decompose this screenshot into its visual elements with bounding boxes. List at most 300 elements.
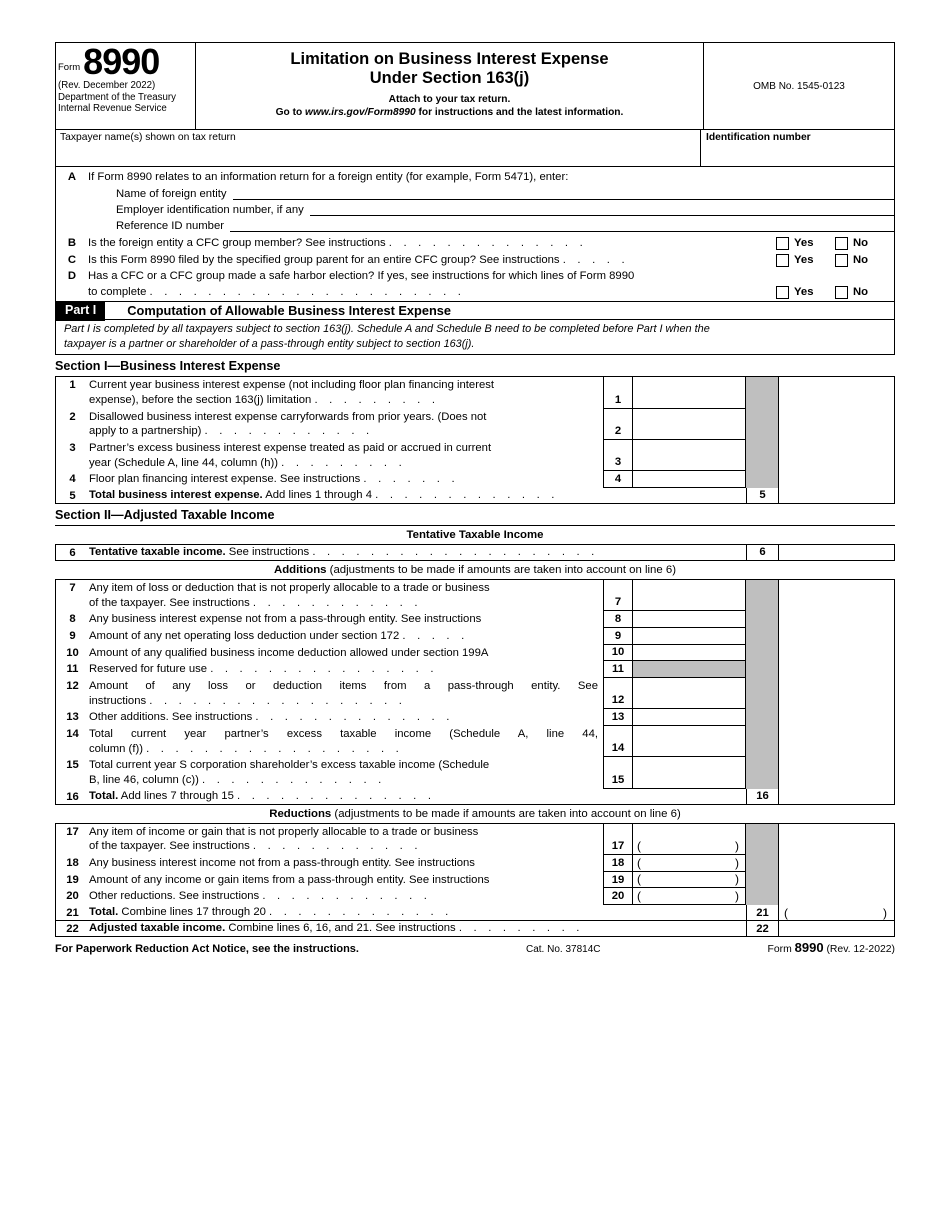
line-9-text [89, 628, 603, 645]
line-12-gray-spacer [746, 678, 779, 709]
line-16-box-number: 16 [746, 789, 779, 804]
footer-form-prefix: Form [767, 944, 795, 956]
line-12-dots: . . . . . . . . . . . . . . . . . . [149, 694, 407, 707]
question-c-yes[interactable] [776, 253, 835, 267]
line-19-right-spacer [779, 872, 894, 889]
section-1-table [55, 377, 895, 504]
line-5-dots: . . . . . . . . . . . . . [375, 488, 559, 501]
line-2-dots: . . . . . . . . . . . . [204, 425, 374, 438]
question-c [56, 251, 894, 267]
line-15-text [89, 757, 603, 788]
line-15-text-line-1: Total current year S corporation shareholder’s excess taxable income (Schedule [89, 759, 490, 772]
line-20-row [56, 888, 894, 905]
reference-id-input[interactable] [230, 217, 894, 232]
line-5-value[interactable] [779, 488, 894, 503]
line-7-row [56, 580, 894, 611]
line-14-text-line-2 [89, 742, 598, 757]
line-19-gray-spacer [746, 872, 779, 889]
question-c-text [88, 253, 776, 267]
foreign-entity-name-field[interactable] [56, 185, 894, 200]
line-18-value[interactable] [633, 855, 746, 872]
part-1-label: Part I [56, 301, 105, 321]
question-b-dots: . . . . . . . . . . . . . . [388, 237, 587, 250]
question-c-dots: . . . . . [562, 253, 629, 266]
form-word-label: Form [58, 62, 81, 74]
line-17-row [56, 824, 894, 855]
line-16-row [56, 789, 894, 805]
line-14-number: 14 [66, 728, 79, 741]
line-22-label-rest: Combine lines 6, 16, and 21. See instructions [225, 922, 456, 935]
line-9-dots: . . . . . [402, 629, 469, 642]
line-14-dots: . . . . . . . . . . . . . . . . . . [146, 742, 403, 755]
line-3-text-line-2-label: year (Schedule A, line 44, column (h)) [89, 456, 279, 469]
line-9-value[interactable] [633, 628, 746, 645]
line-3-text [89, 440, 603, 471]
form-title-line-1: Limitation on Business Interest Expense [290, 50, 609, 68]
line-10-label: Amount of any qualified business income deduction allowed under section 199A [89, 646, 489, 659]
line-22-value[interactable] [779, 921, 894, 936]
line-16-dots: . . . . . . . . . . . . . . [237, 789, 436, 802]
header-title-block [196, 43, 704, 129]
line-11-dots: . . . . . . . . . . . . . . . . [210, 663, 438, 676]
line-15-text-line-2-label: B, line 46, column (c)) [89, 774, 199, 787]
line-6-value[interactable] [779, 545, 894, 560]
line-14-text-line-1: Total current year partner’s excess taxable income (Schedule A, line 44, [89, 728, 598, 741]
line-7-dots: . . . . . . . . . . . . [252, 596, 422, 609]
line-11-right-spacer [779, 661, 894, 678]
line-2-gray-spacer [746, 409, 779, 440]
question-c-answers [776, 253, 894, 267]
line-19-row [56, 872, 894, 889]
line-8-gray-spacer [746, 611, 779, 628]
line-6-text [89, 545, 746, 560]
question-c-letter: C [67, 253, 77, 266]
line-12-text-line-2 [89, 694, 598, 709]
line-17-box-number: 17 [603, 824, 633, 855]
reductions-table [55, 824, 895, 936]
question-d-yes-label: Yes [794, 285, 814, 298]
line-4-value[interactable] [633, 471, 746, 488]
line-13-value[interactable] [633, 709, 746, 726]
line-14-gray-spacer [746, 726, 779, 757]
form-revision: (Rev. December 2022) [58, 80, 156, 92]
line-5-box-number: 5 [746, 488, 779, 503]
line-22-dots: . . . . . . . . . [458, 922, 584, 935]
line-17-dots: . . . . . . . . . . . . [252, 840, 422, 853]
line-9-box-number: 9 [603, 628, 633, 645]
part-1-title: Computation of Allowable Business Interest Expense [127, 303, 452, 319]
line-16-number: 16 [66, 790, 79, 803]
line-10-gray-spacer [746, 645, 779, 662]
line-11-label: Reserved for future use [89, 663, 208, 676]
line-18-label: Any business interest income not from a pass-through entity. See instructions [89, 857, 475, 870]
line-21-dots: . . . . . . . . . . . . . [269, 906, 453, 919]
part-1-note-line-1: Part I is completed by all taxpayers subject to section 163(j). Schedule A and Schedule B need to be completed before Part I when the [64, 323, 710, 336]
line-1-text-line-2-label: expense), before the section 163(j) limitation [89, 393, 312, 406]
line-14-text-line-2-label: column (f)) [89, 742, 143, 755]
header-form-identity [56, 43, 196, 129]
line-16-text [89, 789, 746, 804]
line-13-label: Other additions. See instructions [89, 711, 253, 724]
line-17-text-line-1: Any item of income or gain that is not properly allocable to a trade or business [89, 825, 479, 838]
line-16-value[interactable] [779, 789, 894, 804]
line-1-box-number: 1 [603, 377, 633, 408]
question-b-letter: B [67, 237, 77, 250]
line-1-value[interactable] [633, 377, 746, 408]
question-c-no[interactable] [835, 253, 894, 267]
line-8-box-number: 8 [603, 611, 633, 628]
line-22-text [89, 921, 746, 936]
line-8-right-spacer [779, 611, 894, 628]
part-1-note [55, 320, 895, 355]
line-13-box-number: 13 [603, 709, 633, 726]
question-c-no-label: No [853, 253, 869, 266]
question-b-answers [776, 236, 894, 250]
question-b-no[interactable] [835, 236, 894, 250]
line-10-number: 10 [66, 646, 79, 659]
line-16-label-rest: Add lines 7 through 15 [118, 789, 234, 802]
line-18-row [56, 855, 894, 872]
taxpayer-row [55, 129, 895, 167]
form-title-line-2: Under Section 163(j) [369, 69, 530, 88]
question-a-letter: A [67, 171, 77, 183]
line-2-box-number: 2 [603, 409, 633, 440]
line-1-gray-spacer [746, 377, 779, 408]
line-7-gray-spacer [746, 580, 779, 611]
part-1-bar [55, 301, 895, 320]
line-11-value-reserved [633, 661, 746, 678]
foreign-entity-ein-label: Employer identification number, if any [116, 204, 304, 217]
line-7-number: 7 [69, 581, 76, 594]
question-b-label: Is the foreign entity a CFC group member? See instructions [88, 237, 386, 250]
line-5-number: 5 [69, 489, 76, 502]
line-14-row [56, 726, 894, 757]
question-d-answers [776, 285, 894, 299]
line-21-box-number: 21 [746, 905, 779, 920]
checkbox-icon[interactable] [776, 237, 789, 250]
line-8-number: 8 [69, 613, 76, 626]
line-12-text [89, 678, 603, 709]
line-20-dots: . . . . . . . . . . . . [262, 890, 432, 903]
taxpayer-name-cell[interactable] [56, 130, 701, 166]
line-5-label-bold: Total business interest expense. [89, 488, 263, 501]
line-4-number: 4 [69, 473, 76, 486]
footer-form-number: 8990 [794, 940, 824, 956]
line-6-number: 6 [69, 546, 76, 559]
additions-header [55, 561, 895, 580]
question-d-text-line-1: Has a CFC or a CFC group made a safe harbor election? If yes, see instructions for which lines of Form 8990 [88, 270, 635, 283]
line-15-right-spacer [779, 757, 894, 788]
line-6-label-bold: Tentative taxable income. [89, 545, 226, 558]
line-18-box-number: 18 [603, 855, 633, 872]
footer-form-suffix: (Rev. 12-2022) [823, 944, 895, 956]
tentative-taxable-income-header [55, 526, 895, 545]
line-4-label: Floor plan financing interest expense. See instructions [89, 473, 361, 486]
checkbox-icon[interactable] [776, 286, 789, 299]
department-line-1: Department of the Treasury [58, 92, 176, 104]
section-2-heading: Section II—Adjusted Taxable Income [55, 504, 895, 526]
line-5-text [89, 488, 746, 503]
line-8-value[interactable] [633, 611, 746, 628]
question-d-dots: . . . . . . . . . . . . . . . . . . . . . . [149, 285, 466, 298]
line-3-box-number: 3 [603, 440, 633, 471]
question-d-no-label: No [853, 285, 869, 298]
line-11-number: 11 [66, 663, 79, 676]
line-13-gray-spacer [746, 709, 779, 726]
line-21-value[interactable] [779, 905, 894, 920]
line-2-value[interactable] [633, 409, 746, 440]
line-8-text [89, 611, 603, 628]
footer-form-identity [768, 940, 895, 955]
line-21-label-bold: Total. [89, 906, 119, 919]
line-12-value[interactable] [633, 678, 746, 709]
line-15-text-line-2 [89, 773, 598, 788]
line-20-number: 20 [66, 890, 79, 903]
question-c-label: Is this Form 8990 filed by the specified group parent for an entire CFC group? See instructions [88, 253, 560, 266]
goto-prefix: Go to [275, 106, 306, 118]
line-4-row [56, 471, 894, 488]
department-line-2: Internal Revenue Service [58, 103, 167, 115]
line-15-dots: . . . . . . . . . . . . . [202, 774, 386, 787]
line-18-text [89, 855, 603, 872]
checkbox-icon[interactable] [835, 237, 848, 250]
part-1-note-line-2: taxpayer is a partner or shareholder of a pass-through entity subject to section 163(j). [64, 337, 475, 350]
question-d-continuation [88, 285, 776, 299]
line-17-gray-spacer [746, 824, 779, 855]
additions-header-bold: Additions [273, 563, 327, 576]
line-19-box-number: 19 [603, 872, 633, 889]
question-a [56, 167, 894, 184]
line-17-text [89, 824, 603, 855]
line-22-number: 22 [66, 923, 79, 936]
line-11-row [56, 661, 894, 678]
line-4-box-number: 4 [603, 471, 633, 488]
line-9-gray-spacer [746, 628, 779, 645]
line-13-text [89, 709, 603, 726]
line-2-number: 2 [69, 410, 76, 423]
line-1-number: 1 [69, 379, 76, 392]
line-1-right-spacer [779, 377, 894, 408]
line-12-text-line-2-label: instructions [89, 694, 147, 707]
line-3-text-line-1: Partner’s excess business interest expense treated as paid or accrued in current [89, 441, 492, 454]
line-11-gray-spacer [746, 661, 779, 678]
form-footer [55, 936, 895, 955]
line-17-right-spacer [779, 824, 894, 855]
line-5-row [56, 488, 894, 504]
line-1-dots: . . . . . . . . . [314, 393, 440, 406]
line-3-number: 3 [69, 441, 76, 454]
line-5-label-rest: Add lines 1 through 4 [262, 488, 372, 501]
line-1-row [56, 377, 894, 408]
question-b-yes-label: Yes [794, 237, 814, 250]
line-6-label-rest: See instructions [225, 545, 310, 558]
question-d-line-2 [56, 284, 894, 301]
line-3-row [56, 440, 894, 471]
question-a-text: If Form 8990 relates to an information return for a foreign entity (for example, Form 5471), enter: [88, 171, 569, 183]
line-19-label: Amount of any income or gain items from a pass-through entity. See instructions [89, 873, 490, 886]
line-13-dots: . . . . . . . . . . . . . . [255, 711, 454, 724]
line-20-box-number: 20 [603, 888, 633, 905]
line-9-label: Amount of any net operating loss deduction under section 172 [89, 629, 400, 642]
line-2-right-spacer [779, 409, 894, 440]
line-20-gray-spacer [746, 888, 779, 905]
line-17-text-line-2 [89, 839, 598, 854]
line-4-gray-spacer [746, 471, 779, 488]
foreign-entity-name-label: Name of foreign entity [116, 188, 227, 201]
line-13-row [56, 709, 894, 726]
line-9-row [56, 628, 894, 645]
line-12-right-spacer [779, 678, 894, 709]
form-header [55, 42, 895, 129]
reference-id-field[interactable] [56, 217, 894, 232]
line-21-label-rest: Combine lines 17 through 20 [118, 906, 266, 919]
line-15-row [56, 757, 894, 788]
question-d-label-2: to complete [88, 285, 147, 298]
taxpayer-name-label: Taxpayer name(s) shown on tax return [60, 132, 236, 143]
line-7-right-spacer [779, 580, 894, 611]
question-b-no-label: No [853, 237, 869, 250]
line-2-text-line-2 [89, 424, 598, 439]
line-3-dots: . . . . . . . . . [281, 456, 406, 469]
line-18-number: 18 [66, 857, 79, 870]
line-19-number: 19 [66, 873, 79, 886]
question-d [56, 267, 894, 283]
line-17-text-line-2-label: of the taxpayer. See instructions [89, 840, 250, 853]
goto-instruction [196, 107, 703, 118]
line-16-label-bold: Total. [89, 789, 119, 802]
line-3-value[interactable] [633, 440, 746, 471]
line-3-gray-spacer [746, 440, 779, 471]
line-12-row [56, 678, 894, 709]
line-4-dots: . . . . . . . [363, 473, 459, 486]
line-9-number: 9 [69, 629, 76, 642]
line-2-text-line-2-label: apply to a partnership) [89, 425, 202, 438]
line-12-number: 12 [66, 680, 79, 692]
line-19-text [89, 872, 603, 889]
line-20-value[interactable] [633, 888, 746, 905]
question-d-no[interactable] [835, 285, 894, 299]
line-7-text-line-1: Any item of loss or deduction that is not properly allocable to a trade or business [89, 581, 490, 594]
questions-block [55, 167, 895, 301]
line-7-text-line-2 [89, 596, 598, 611]
line-22-row [56, 921, 894, 936]
form-number-line [58, 41, 195, 82]
line-15-number: 15 [66, 759, 79, 772]
line-15-gray-spacer [746, 757, 779, 788]
line-20-text [89, 888, 603, 905]
line-10-box-number: 10 [603, 645, 633, 662]
line-14-value[interactable] [633, 726, 746, 757]
line-1-text [89, 377, 603, 408]
line-4-right-spacer [779, 471, 894, 488]
form-number: 8990 [83, 41, 160, 82]
line-7-text [89, 580, 603, 611]
line-11-box-number: 11 [603, 661, 633, 678]
line-22-label-bold: Adjusted taxable income. [89, 922, 226, 935]
line-13-right-spacer [779, 709, 894, 726]
question-c-yes-label: Yes [794, 253, 814, 266]
line-11-text [89, 661, 603, 678]
line-8-row [56, 611, 894, 628]
reductions-header [55, 805, 895, 824]
question-d-yes[interactable] [776, 285, 835, 299]
line-10-text [89, 645, 603, 662]
question-b-text [88, 236, 776, 250]
reductions-header-rest: (adjustments to be made if amounts are taken into account on line 6) [331, 807, 681, 820]
foreign-entity-name-input[interactable] [233, 185, 894, 200]
question-b-yes[interactable] [776, 236, 835, 250]
foreign-entity-ein-input[interactable] [310, 201, 894, 216]
additions-header-rest: (adjustments to be made if amounts are taken into account on line 6) [326, 563, 677, 576]
line-6-table [55, 545, 895, 561]
paperwork-notice: For Paperwork Reduction Act Notice, see the instructions. [55, 943, 359, 956]
line-19-value[interactable] [633, 872, 746, 889]
line-6-dots: . . . . . . . . . . . . . . . . . . . . [312, 545, 599, 558]
line-21-number: 21 [66, 907, 79, 920]
line-20-label: Other reductions. See instructions [89, 890, 260, 903]
line-14-text [89, 726, 603, 757]
additions-table [55, 580, 895, 805]
line-10-right-spacer [779, 645, 894, 662]
line-17-number: 17 [66, 825, 79, 838]
line-10-value[interactable] [633, 645, 746, 662]
line-10-row [56, 645, 894, 662]
attach-instruction: Attach to your tax return. [388, 93, 511, 105]
line-21-text [89, 905, 746, 920]
line-20-right-spacer [779, 888, 894, 905]
line-1-text-line-2 [89, 393, 598, 408]
catalog-number: Cat. No. 37814C [526, 944, 601, 956]
line-7-value[interactable] [633, 580, 746, 611]
identification-number-cell[interactable] [701, 130, 894, 166]
line-6-box-number: 6 [746, 545, 779, 560]
line-12-text-line-1: Amount of any loss or deduction items from a pass-through entity. See [89, 680, 598, 692]
line-2-text-line-1: Disallowed business interest expense carryforwards from prior years. (Does not [89, 410, 487, 423]
goto-url: www.irs.gov/Form8990 [305, 106, 416, 118]
line-22-box-number: 22 [746, 921, 779, 936]
checkbox-icon[interactable] [835, 286, 848, 299]
question-d-letter: D [67, 270, 77, 283]
line-17-value[interactable] [633, 824, 746, 855]
foreign-entity-ein-field[interactable] [56, 201, 894, 216]
reference-id-label: Reference ID number [116, 220, 224, 233]
line-15-value[interactable] [633, 757, 746, 788]
form-sheet [55, 42, 895, 955]
line-2-text [89, 409, 603, 440]
tentative-taxable-income-label: Tentative Taxable Income [406, 528, 544, 541]
checkbox-icon[interactable] [835, 254, 848, 267]
line-3-text-line-2 [89, 456, 598, 471]
line-13-number: 13 [66, 711, 79, 724]
line-8-label: Any business interest expense not from a pass-through entity. See instructions [89, 613, 482, 626]
line-14-box-number: 14 [603, 726, 633, 757]
line-15-box-number: 15 [603, 757, 633, 788]
line-21-row [56, 905, 894, 921]
line-14-right-spacer [779, 726, 894, 757]
question-b [56, 234, 894, 250]
header-omb-block [704, 43, 894, 129]
line-3-right-spacer [779, 440, 894, 471]
reductions-header-bold: Reductions [269, 807, 332, 820]
line-18-gray-spacer [746, 855, 779, 872]
omb-number: OMB No. 1545-0123 [753, 80, 845, 92]
checkbox-icon[interactable] [776, 254, 789, 267]
line-18-right-spacer [779, 855, 894, 872]
identification-number-label: Identification number [706, 132, 811, 143]
line-1-text-line-1: Current year business interest expense (not including floor plan financing interest [89, 379, 495, 392]
line-2-row [56, 409, 894, 440]
goto-suffix: for instructions and the latest information. [415, 106, 624, 118]
